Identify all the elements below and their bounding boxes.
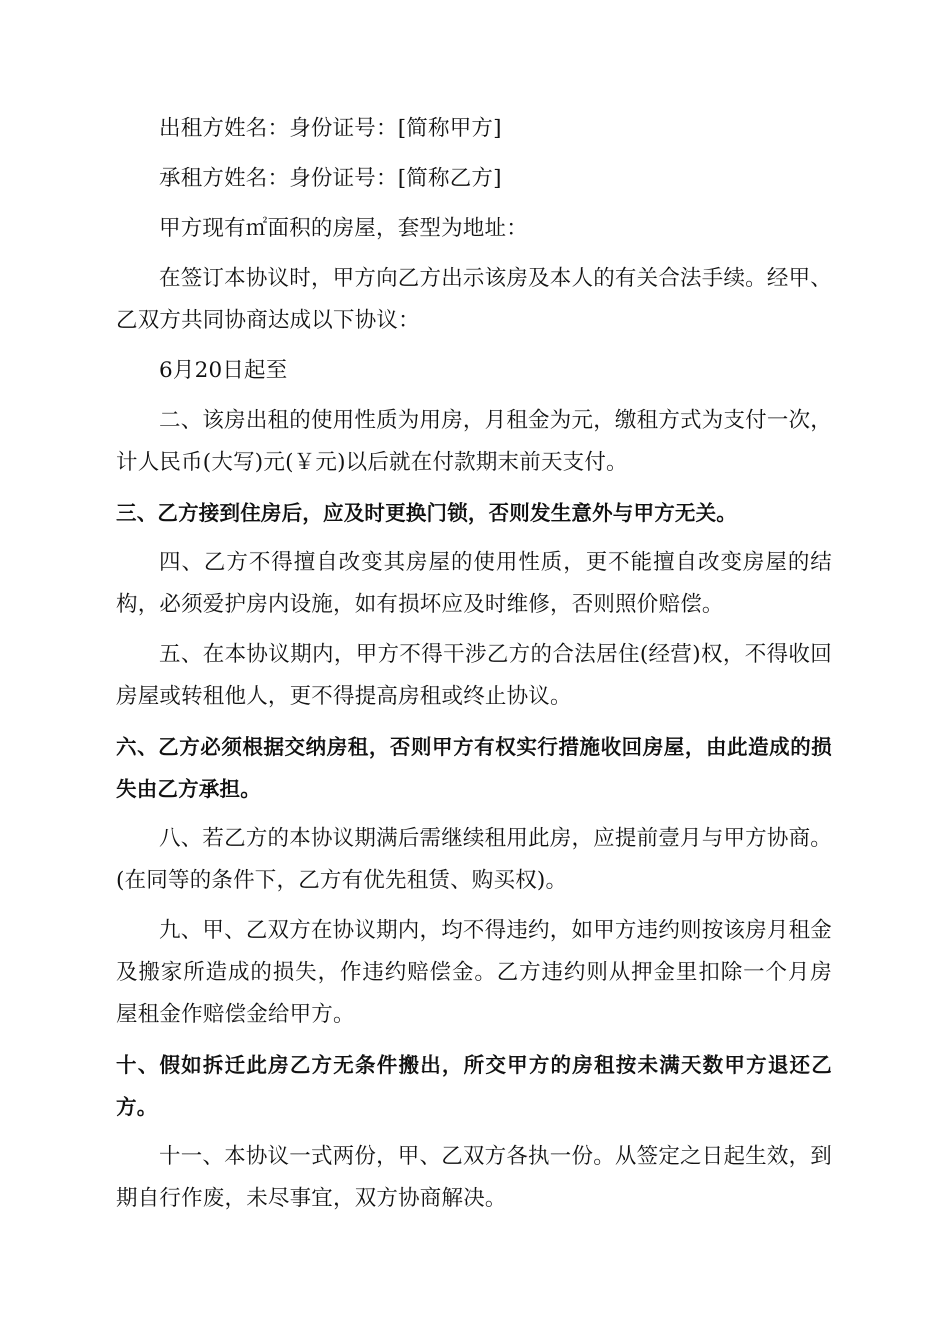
clause-4: 四、乙方不得擅自改变其房屋的使用性质，更不能擅自改变房屋的结构，必须爱护房内设施，如有损坏应及时维修，否则照价赔偿。 — [116, 550, 832, 617]
clause-5: 五、在本协议期内，甲方不得干涉乙方的合法居住(经营)权，不得收回房屋或转租他人，更不得提高房租或终止协议。 — [116, 642, 832, 709]
clause-2: 二、该房出租的使用性质为用房，月租金为元，缴租方式为支付一次，计人民币(大写)元(￥元)以后就在付款期末前天支付。 — [116, 408, 832, 475]
paragraph-term: 6月20日起至 — [159, 358, 288, 383]
clause-11: 十一、本协议一式两份，甲、乙双方各执一份。从签定之日起生效，到期自行作废，未尽事宜，双方协商解决。 — [116, 1144, 832, 1211]
clause-8: 八、若乙方的本协议期满后需继续租用此房，应提前壹月与甲方协商。(在同等的条件下，乙方有优先租赁、购买权)。 — [116, 826, 832, 893]
clause-9: 九、甲、乙双方在协议期内，均不得违约，如甲方违约则按该房月租金及搬家所造成的损失，作违约赔偿金。乙方违约则从押金里扣除一个月房屋租金作赔偿金给甲方。 — [116, 918, 832, 1027]
paragraph-lessor: 出租方姓名：身份证号：[简称甲方] — [159, 116, 502, 141]
paragraph-preamble: 在签订本协议时，甲方向乙方出示该房及本人的有关合法手续。经甲、乙双方共同协商达成以下协议： — [116, 266, 832, 333]
clause-10: 十、假如拆迁此房乙方无条件搬出，所交甲方的房租按未满天数甲方退还乙方。 — [116, 1053, 832, 1119]
paragraph-lessee: 承租方姓名：身份证号：[简称乙方] — [159, 166, 502, 191]
document-body — [116, 108, 832, 1228]
paragraph-property: 甲方现有㎡面积的房屋，套型为地址： — [159, 216, 528, 241]
clause-6: 六、乙方必须根据交纳房租，否则甲方有权实行措施收回房屋，由此造成的损失由乙方承担。 — [116, 735, 832, 801]
clause-3: 三、乙方接到住房后，应及时更换门锁，否则发生意外与甲方无关。 — [116, 501, 737, 525]
